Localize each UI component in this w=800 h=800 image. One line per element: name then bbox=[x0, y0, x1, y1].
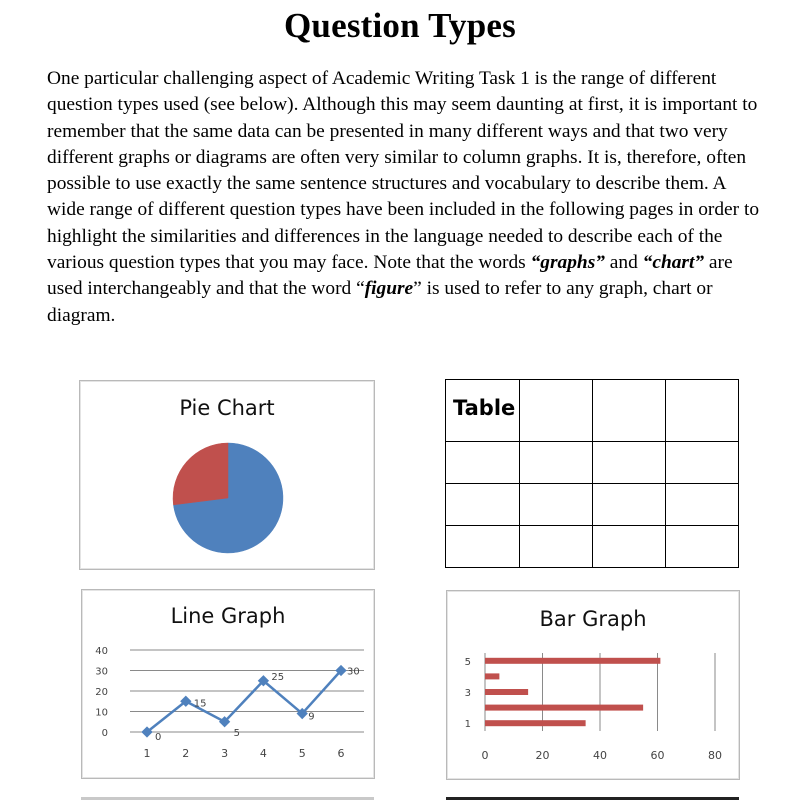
table-cell bbox=[665, 526, 738, 568]
table-cell bbox=[592, 380, 665, 442]
page-title: Question Types bbox=[284, 6, 516, 45]
bar-graph-title: Bar Graph bbox=[539, 607, 647, 631]
y-tick-label: 5 bbox=[464, 656, 471, 668]
line-graph-title: Line Graph bbox=[170, 604, 286, 628]
table-cell bbox=[446, 442, 520, 484]
x-tick-label: 1 bbox=[143, 747, 151, 760]
point-label: 15 bbox=[193, 698, 207, 710]
line-graph-figure bbox=[81, 589, 375, 779]
line-series bbox=[147, 671, 341, 733]
table-cell bbox=[519, 442, 592, 484]
table-cell bbox=[519, 380, 592, 442]
table-cell bbox=[592, 526, 665, 568]
x-tick-label: 80 bbox=[708, 749, 722, 762]
table-cell bbox=[519, 526, 592, 568]
y-tick-label: 10 bbox=[95, 707, 108, 719]
pie-chart-plot bbox=[80, 381, 374, 569]
table-figure bbox=[445, 379, 739, 568]
point-label: 25 bbox=[271, 671, 285, 683]
x-tick-label: 6 bbox=[337, 747, 345, 760]
table-cell bbox=[665, 442, 738, 484]
table-cell bbox=[446, 484, 520, 526]
bar-2 bbox=[485, 705, 643, 711]
bar-graph-plot bbox=[447, 591, 739, 779]
table-cell bbox=[665, 484, 738, 526]
y-tick-label: 3 bbox=[464, 688, 471, 699]
x-tick-label: 20 bbox=[535, 749, 550, 762]
x-tick-label: 2 bbox=[182, 747, 190, 760]
bar-graph-figure bbox=[446, 590, 740, 780]
intro-text-part2: and bbox=[604, 252, 643, 274]
y-tick-label: 20 bbox=[95, 687, 108, 698]
y-tick-label: 40 bbox=[95, 646, 108, 657]
table-cell bbox=[519, 484, 592, 526]
term-figure: figure bbox=[364, 278, 414, 300]
table-cell bbox=[665, 380, 738, 442]
table-cell bbox=[592, 484, 665, 526]
y-tick-label: 30 bbox=[95, 666, 108, 678]
y-tick-label: 1 bbox=[464, 719, 471, 731]
table-row bbox=[446, 380, 739, 442]
bar-3 bbox=[485, 689, 528, 695]
term-chart: “chart” bbox=[642, 252, 705, 274]
point-label: 30 bbox=[347, 666, 360, 678]
x-tick-label: 60 bbox=[650, 749, 665, 762]
table-row bbox=[446, 484, 739, 526]
term-graphs: “graphs” bbox=[530, 252, 605, 274]
table-row bbox=[446, 526, 739, 568]
bar-5 bbox=[485, 658, 660, 664]
table-cell bbox=[446, 526, 520, 568]
line-graph-plot bbox=[82, 590, 374, 778]
intro-text-part4: ” is used to refer to any graph, chart or diagram. bbox=[47, 278, 713, 326]
x-tick-label: 5 bbox=[298, 747, 306, 760]
x-tick-label: 0 bbox=[481, 749, 489, 762]
point-label: 5 bbox=[233, 727, 240, 739]
x-tick-label: 4 bbox=[259, 747, 267, 760]
pie-slice-2 bbox=[173, 443, 228, 505]
pie-chart-title: Pie Chart bbox=[179, 396, 275, 420]
table-row bbox=[446, 442, 739, 484]
y-tick-label: 0 bbox=[101, 728, 108, 739]
intro-text-part1: One particular challenging aspect of Academic Writing Task 1 is the range of different question types used (see below). Although this may seem daunting at first, it is important to remember that the same data can be presented in many different ways and that two very different graphs or diagrams are often very similar to column graphs. It is, therefore, often possible to use exactly the same sentence structures and vocabulary to describe them. A wide range of different question types have been included in the following pages in order to highlight the similarities and differences in the language needed to describe each of the various question types that you may face. Note that the words bbox=[47, 68, 760, 274]
x-tick-label: 40 bbox=[593, 749, 607, 762]
table-cell bbox=[446, 380, 520, 442]
table-label: Table bbox=[453, 396, 516, 420]
x-tick-label: 3 bbox=[221, 747, 229, 760]
bar-1 bbox=[485, 720, 586, 726]
intro-text-part3: are used interchangeably and that the word “ bbox=[47, 252, 733, 300]
point-label: 9 bbox=[308, 711, 315, 723]
pie-chart-figure bbox=[79, 380, 375, 570]
bar-4 bbox=[485, 673, 499, 679]
table-cell bbox=[592, 442, 665, 484]
intro-paragraph bbox=[47, 66, 765, 329]
point-label: 0 bbox=[155, 732, 162, 743]
